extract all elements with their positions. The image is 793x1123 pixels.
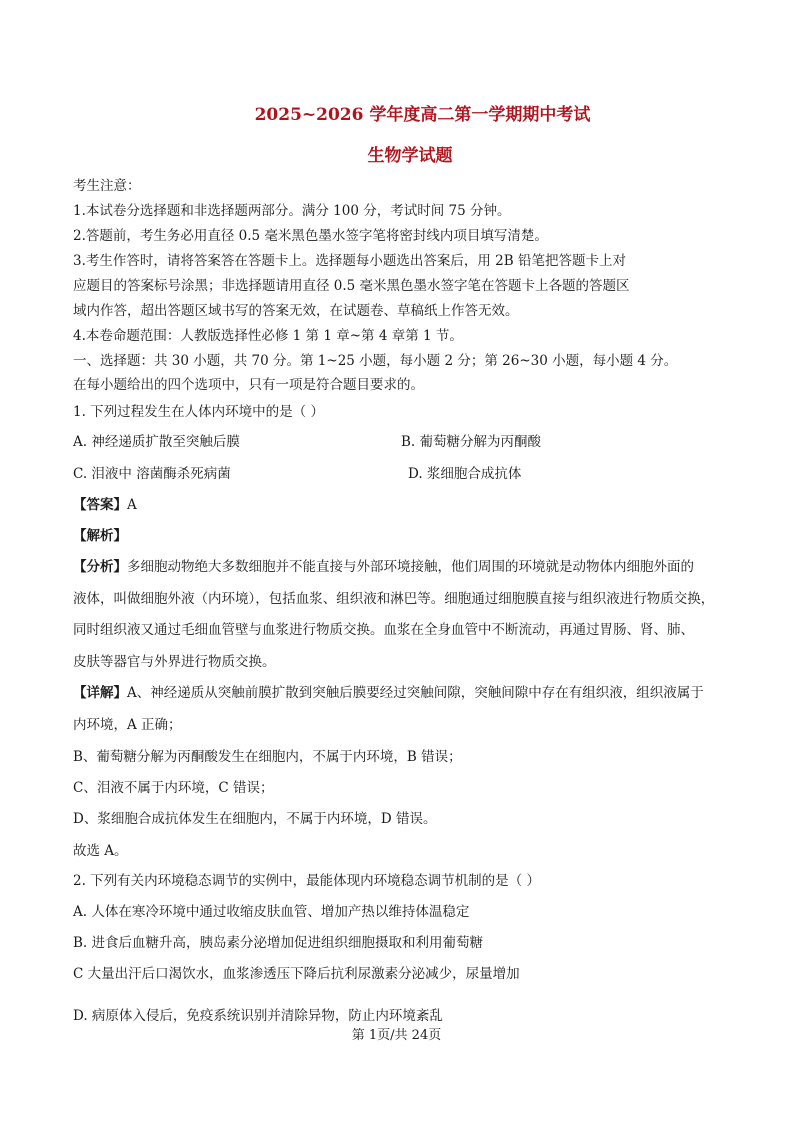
- fenxi-text: 同时组织液又通过毛细血管壁与血浆进行物质交换。血浆在全身血管中不断流动，再通过胃肠、肾、肺、: [73, 622, 694, 638]
- q1-option-a: A. 神经递质扩散至突触后膜: [73, 434, 240, 450]
- notice-item: 2.答题前，考生务必用直径 0.5 毫米黑色墨水签字笔将密封线内项目填写清楚。: [73, 228, 548, 244]
- xiangjie-tag: 【详解】: [73, 685, 127, 701]
- xiangjie-text: A、神经递质从突触前膜扩散到突触后膜要经过突触间隙，突触间隙中存在有组织液，组织液属于: [127, 685, 704, 701]
- q2-option-b: B. 进食后血糖升高，胰岛素分泌增加促进组织细胞摄取和利用葡萄糖: [73, 935, 484, 951]
- notice-item: 应题目的答案标号涂黑；非选择题请用直径 0.5 毫米黑色墨水签字笔在答题卡上各题的答题区: [73, 278, 630, 294]
- q2-option-a: A. 人体在寒冷环境中通过收缩皮肤血管、增加产热以维持体温稳定: [73, 904, 470, 920]
- q1-answer: [73, 496, 137, 514]
- q2-option-d: D. 病原体入侵后，免疫系统识别并清除异物，防止内环境紊乱: [73, 1008, 443, 1024]
- q1-option-c: C. 泪液中 溶菌酶杀死病菌: [73, 466, 231, 482]
- fenxi-text: 皮肤等器官与外界进行物质交换。: [73, 654, 276, 670]
- answer-tag: 【答案】: [73, 497, 127, 513]
- q1-option-d: D. 浆细胞合成抗体: [408, 466, 522, 482]
- notice-item: 1.本试卷分选择题和非选择题两部分。满分 100 分，考试时间 75 分钟。: [73, 203, 511, 219]
- fenxi-text: 多细胞动物绝大多数细胞并不能直接与外部环境接触，他们周围的环境就是动物体内细胞外面的: [127, 559, 694, 575]
- notice-item: 4.本卷命题范围：人教版选择性必修 1 第 1 章~第 4 章第 1 节。: [73, 328, 463, 344]
- exam-subtitle: 生物学试题: [367, 146, 453, 166]
- xiangjie-text: C、泪液不属于内环境，C 错误；: [73, 780, 274, 796]
- q2-option-c: C 大量出汗后口渴饮水，血浆渗透压下降后抗利尿激素分泌减少，尿量增加: [73, 966, 520, 982]
- notice-heading: 考生注意：: [73, 178, 141, 194]
- notice-item: 3.考生作答时，请将答案答在答题卡上。选择题每小题选出答案后，用 2B 铅笔把答题卡上对: [73, 253, 626, 269]
- section-instructions: 在每小题给出的四个选项中，只有一项是符合题目要求的。: [73, 377, 424, 393]
- xiangjie-text: B、葡萄糖分解为丙酮酸发生在细胞内，不属于内环境，B 错误；: [73, 749, 462, 765]
- xiangjie-text: 内环境，A 正确；: [73, 717, 182, 733]
- exam-title: 2025~2026 学年度高二第一学期期中考试: [254, 105, 591, 125]
- fenxi-tag: 【分析】: [73, 559, 127, 575]
- page-number: 第 1页/共 24页: [351, 1028, 442, 1043]
- analysis-tag: 【解析】: [73, 528, 127, 544]
- notice-item: 域内作答，超出答题区域书写的答案无效，在试题卷、草稿纸上作答无效。: [73, 303, 519, 319]
- q1-fenxi: [73, 558, 694, 576]
- xiangjie-text: 故选 A。: [73, 843, 128, 859]
- answer-value: A: [127, 497, 137, 513]
- q1-xiangjie: [73, 684, 704, 702]
- section-instructions: 一、选择题：共 30 小题，共 70 分。第 1~25 小题，每小题 2 分；第 26~30 小题，每小题 4 分。: [73, 353, 678, 369]
- fenxi-text: 液体，叫做细胞外液（内环境），包括血浆、组织液和淋巴等。细胞通过细胞膜直接与组织液进行物质交换，: [73, 591, 715, 607]
- q1-analysis-tag: [73, 527, 127, 545]
- question-2-stem: 2. 下列有关内环境稳态调节的实例中，最能体现内环境稳态调节机制的是（ ）: [73, 873, 540, 889]
- question-1-stem: 1. 下列过程发生在人体内环境中的是（ ）: [73, 404, 324, 420]
- q1-option-b: B. 葡萄糖分解为丙酮酸: [401, 434, 542, 450]
- xiangjie-text: D、浆细胞合成抗体发生在细胞内，不属于内环境，D 错误。: [73, 811, 437, 827]
